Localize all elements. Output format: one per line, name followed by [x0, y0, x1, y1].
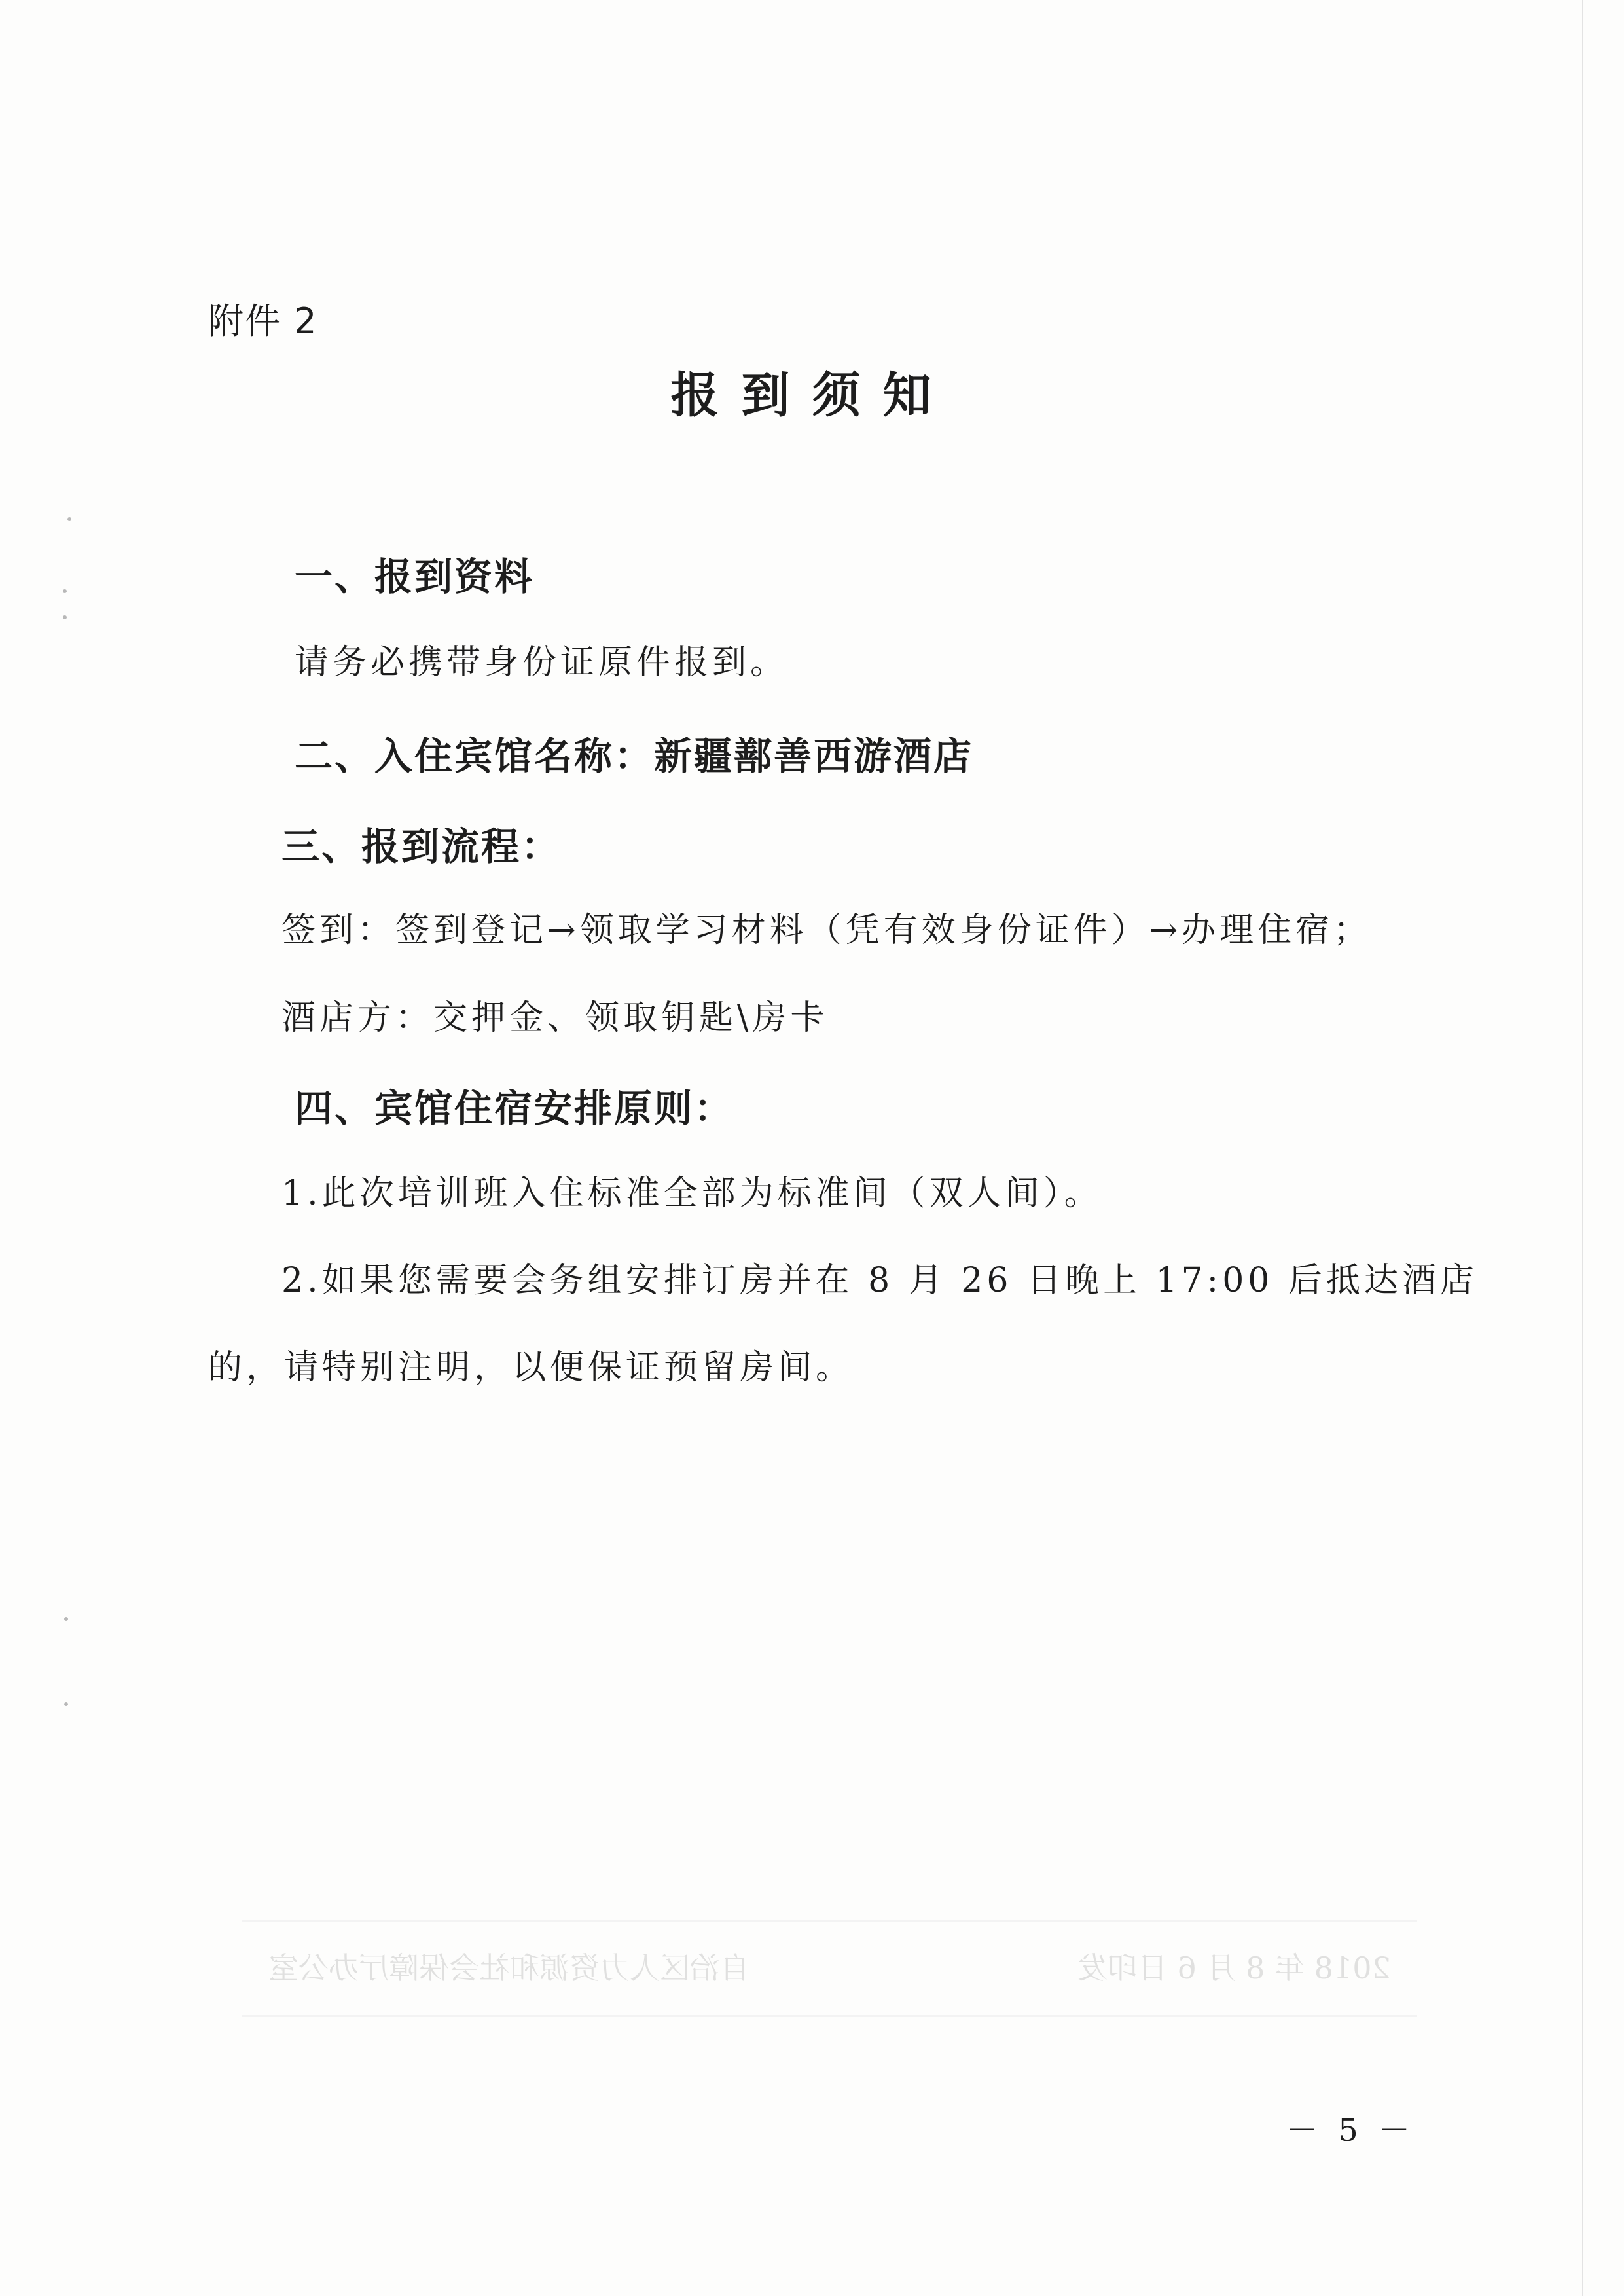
section-1-heading: 一、报到资料 — [295, 555, 535, 599]
page-number: － 5 － — [1286, 2112, 1416, 2149]
document-title: 报到须知 — [670, 367, 954, 424]
section-2-heading: 二、入住宾馆名称：新疆鄯善西游酒店 — [295, 734, 974, 778]
section-4-item-1: 1.此次培训班入住标准全部为标准间（双人间）。 — [281, 1174, 1102, 1213]
section-3-heading: 三、报到流程： — [281, 824, 562, 869]
section-3-line-1: 签到：签到登记→领取学习材料（凭有效身份证件）→办理住宿； — [281, 911, 1372, 950]
bleed-through-right-text: 2018 年 8 月 6 日印发 — [1077, 1950, 1391, 1986]
scan-speck — [64, 1617, 68, 1621]
section-3-line-2: 酒店方：交押金、领取钥匙\房卡 — [281, 998, 829, 1038]
section-4-item-2-line-2: 的，请特别注明，以便保证预留房间。 — [208, 1348, 854, 1387]
bleed-through-footer — [242, 1920, 1417, 2017]
scan-speck — [64, 1702, 68, 1706]
scan-speck — [63, 615, 67, 619]
section-4-item-2-line-1: 2.如果您需要会务组安排订房并在 8 月 26 日晚上 17:00 后抵达酒店 — [281, 1261, 1478, 1300]
section-1-text: 请务必携带身份证原件报到。 — [295, 643, 789, 682]
bleed-through-left-text: 自治区人力资源和社会保障厅办公室 — [268, 1950, 750, 1986]
scan-speck — [63, 589, 67, 593]
scan-speck — [67, 517, 71, 521]
section-4-heading: 四、宾馆住宿安排原则： — [295, 1086, 734, 1131]
attachment-label: 附件 2 — [208, 301, 318, 342]
scan-edge — [1582, 0, 1583, 2296]
